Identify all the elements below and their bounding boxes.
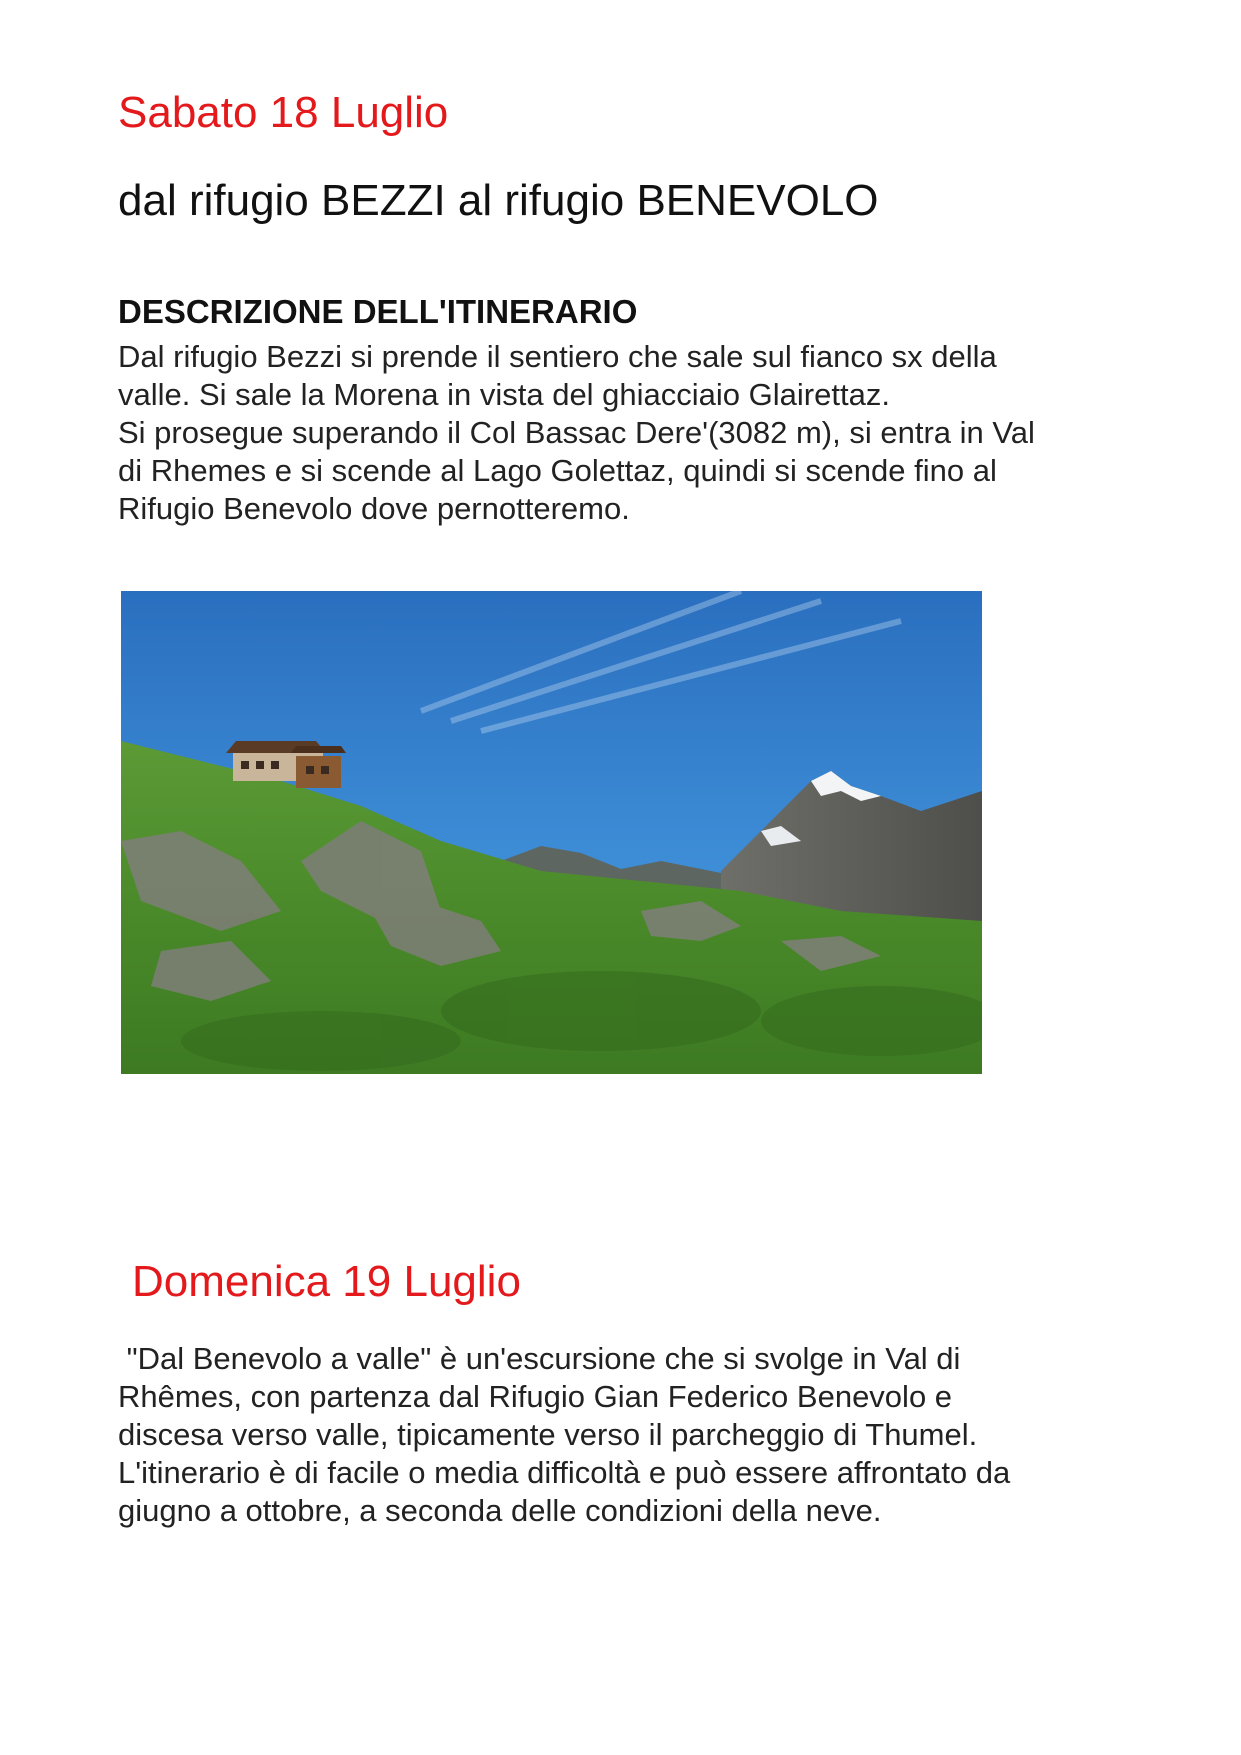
description-line: giugno a ottobre, a seconda delle condizioni della neve. — [118, 1493, 882, 1528]
day1-heading: Sabato 18 Luglio — [118, 88, 449, 137]
description-line: Rhêmes, con partenza dal Rifugio Gian Federico Benevolo e — [118, 1379, 953, 1414]
day1-description — [118, 338, 1118, 528]
day2-description — [118, 1340, 1138, 1530]
route-title: dal rifugio BEZZI al rifugio BENEVOLO — [118, 176, 879, 225]
description-line: Si prosegue superando il Col Bassac Dere'(3082 m), si entra in Val — [118, 415, 1035, 450]
mountain-hut-photo — [121, 591, 982, 1074]
description-line: Rifugio Benevolo dove pernotteremo. — [118, 491, 630, 526]
day2-heading: Domenica 19 Luglio — [132, 1257, 521, 1306]
description-line: di Rhemes e si scende al Lago Golettaz, quindi si scende fino al — [118, 453, 997, 488]
itinerary-description-heading: DESCRIZIONE DELL'ITINERARIO — [118, 293, 638, 330]
description-line: Dal rifugio Bezzi si prende il sentiero che sale sul fianco sx della — [118, 339, 997, 374]
description-line: valle. Si sale la Morena in vista del ghiacciaio Glairettaz. — [118, 377, 890, 412]
description-line: "Dal Benevolo a valle" è un'escursione che si svolge in Val di — [118, 1341, 961, 1376]
mountain-hut — [226, 741, 346, 788]
description-line: discesa verso valle, tipicamente verso il parcheggio di Thumel. — [118, 1417, 978, 1452]
description-line: L'itinerario è di facile o media difficoltà e può essere affrontato da — [118, 1455, 1011, 1490]
